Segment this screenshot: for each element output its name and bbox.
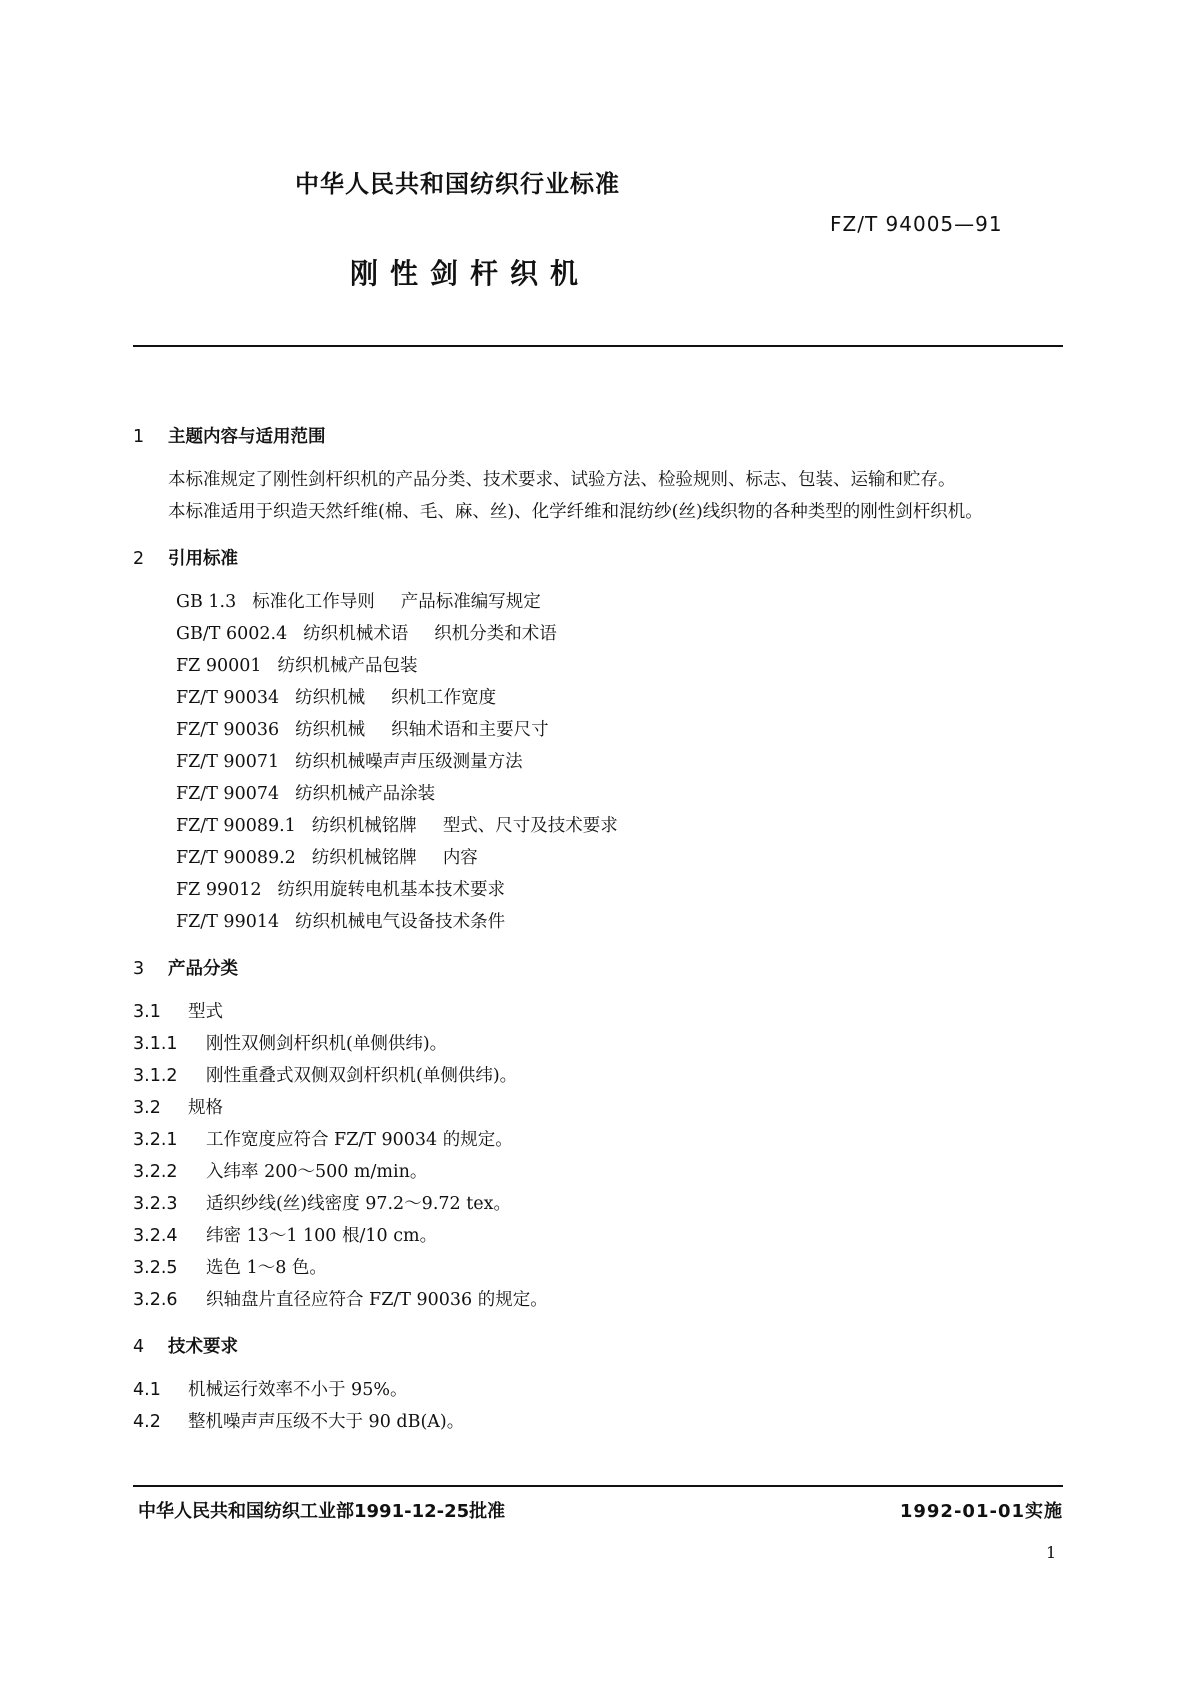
section-title: 产品分类: [168, 959, 238, 979]
section-number: 1: [133, 427, 145, 447]
clause-text: 织轴盘片直径应符合 FZ/T 90036 的规定。: [206, 1290, 548, 1310]
clause-item: [133, 996, 1063, 1028]
reference-item: [176, 874, 1063, 906]
section-number: 2: [133, 549, 145, 569]
paragraph-scope-2: 本标准适用于织造天然纤维(棉、毛、麻、丝)、化学纤维和混纺纱(丝)线织物的各种类型的刚性剑杆织机。: [168, 502, 983, 522]
reference-title: 纺织机械铭牌: [311, 848, 417, 868]
clause-item: [133, 1220, 1063, 1252]
reference-title: 纺织机械电气设备技术条件: [295, 912, 506, 932]
reference-item: [176, 778, 1063, 810]
reference-code: FZ/T 90089.2: [176, 848, 296, 868]
reference-title: 纺织机械产品包装: [277, 656, 418, 676]
reference-item: [176, 746, 1063, 778]
reference-title: 标准化工作导则: [252, 592, 375, 612]
reference-item: [176, 618, 1063, 650]
page-number: 1: [1046, 1543, 1057, 1562]
clause-text: 机械运行效率不小于 95%。: [188, 1380, 408, 1400]
reference-item: [176, 714, 1063, 746]
clause-number: 3.1: [133, 1002, 161, 1022]
reference-code: FZ/T 90034: [176, 688, 280, 708]
document-body: [133, 420, 1063, 1438]
clause-item: [133, 1156, 1063, 1188]
clause-number: 4.2: [133, 1412, 161, 1432]
reference-subtitle: 产品标准编写规定: [400, 592, 541, 612]
header-divider: [133, 345, 1063, 347]
clause-item: [133, 1092, 1063, 1124]
clause-item: [133, 1124, 1063, 1156]
clause-item: [133, 1188, 1063, 1220]
clause-text: 选色 1～8 色。: [206, 1258, 327, 1278]
clause-number: 3.2.4: [133, 1226, 178, 1246]
clause-item: [133, 1374, 1063, 1406]
paragraph-scope-1: 本标准规定了刚性剑杆织机的产品分类、技术要求、试验方法、检验规则、标志、包装、运输和贮存。: [168, 470, 956, 490]
clause-number: 3.2.1: [133, 1130, 178, 1150]
reference-item: [176, 650, 1063, 682]
reference-code: FZ 99012: [176, 880, 262, 900]
reference-code: GB/T 6002.4: [176, 624, 288, 644]
reference-item: [176, 586, 1063, 618]
clause-item: [133, 1060, 1063, 1092]
clause-number: 3.2.2: [133, 1162, 178, 1182]
document-title: 刚性剑杆织机: [350, 257, 591, 290]
section-heading-3: [133, 952, 1063, 986]
clause-number: 3.2: [133, 1098, 161, 1118]
reference-code: FZ 90001: [176, 656, 262, 676]
reference-item: [176, 810, 1063, 842]
clause-text: 整机噪声声压级不大于 90 dB(A)。: [188, 1412, 465, 1432]
reference-title: 纺织机械: [295, 720, 366, 740]
reference-code: FZ/T 99014: [176, 912, 280, 932]
clause-text: 工作宽度应符合 FZ/T 90034 的规定。: [206, 1130, 513, 1150]
reference-subtitle: 内容: [442, 848, 478, 868]
standard-number: FZ/T 94005—91: [830, 212, 1003, 236]
clause-number: 3.2.6: [133, 1290, 178, 1310]
section-number: 3: [133, 959, 145, 979]
reference-title: 纺织机械术语: [303, 624, 409, 644]
reference-title: 纺织机械产品涂装: [295, 784, 436, 804]
clause-number: 3.1.1: [133, 1034, 178, 1054]
reference-list: [133, 586, 1063, 938]
reference-subtitle: 织机工作宽度: [391, 688, 497, 708]
clause-text: 型式: [188, 1002, 223, 1022]
clause-item: [133, 1252, 1063, 1284]
clause-text: 刚性双侧剑杆织机(单侧供纬)。: [206, 1034, 448, 1054]
clause-text: 入纬率 200～500 m/min。: [206, 1162, 428, 1182]
section-title: 引用标准: [168, 549, 238, 569]
section-heading-1: [133, 420, 1063, 454]
approval-date: 中华人民共和国纺织工业部1991-12-25批准: [138, 1501, 506, 1522]
clause-number: 3.1.2: [133, 1066, 178, 1086]
clause-text: 刚性重叠式双侧双剑杆织机(单侧供纬)。: [206, 1066, 518, 1086]
reference-code: FZ/T 90036: [176, 720, 280, 740]
section-title: 技术要求: [168, 1337, 238, 1357]
reference-title: 纺织机械噪声声压级测量方法: [295, 752, 523, 772]
reference-subtitle: 型式、尺寸及技术要求: [442, 816, 618, 836]
reference-code: GB 1.3: [176, 592, 237, 612]
clause-item: [133, 1028, 1063, 1060]
reference-subtitle: 织轴术语和主要尺寸: [391, 720, 549, 740]
reference-title: 纺织机械铭牌: [311, 816, 417, 836]
issuing-org-header: 中华人民共和国纺织行业标准: [295, 170, 620, 198]
clause-text: 规格: [188, 1098, 223, 1118]
section-heading-4: [133, 1330, 1063, 1364]
clause-number: 3.2.3: [133, 1194, 178, 1214]
footer-divider: [133, 1485, 1063, 1487]
reference-code: FZ/T 90074: [176, 784, 280, 804]
section-heading-2: [133, 542, 1063, 576]
reference-code: FZ/T 90071: [176, 752, 280, 772]
clause-number: 3.2.5: [133, 1258, 178, 1278]
reference-title: 纺织机械: [295, 688, 366, 708]
clause-text: 适织纱线(丝)线密度 97.2～9.72 tex。: [206, 1194, 511, 1214]
reference-code: FZ/T 90089.1: [176, 816, 296, 836]
reference-item: [176, 842, 1063, 874]
reference-subtitle: 织机分类和术语: [434, 624, 557, 644]
reference-item: [176, 682, 1063, 714]
clause-item: [133, 1406, 1063, 1438]
section-title: 主题内容与适用范围: [168, 427, 326, 447]
clause-number: 4.1: [133, 1380, 161, 1400]
reference-item: [176, 906, 1063, 938]
reference-title: 纺织用旋转电机基本技术要求: [277, 880, 506, 900]
effective-date: 1992-01-01实施: [899, 1501, 1063, 1522]
section-number: 4: [133, 1337, 145, 1357]
clause-item: [133, 1284, 1063, 1316]
clause-text: 纬密 13～1 100 根/10 cm。: [206, 1226, 438, 1246]
